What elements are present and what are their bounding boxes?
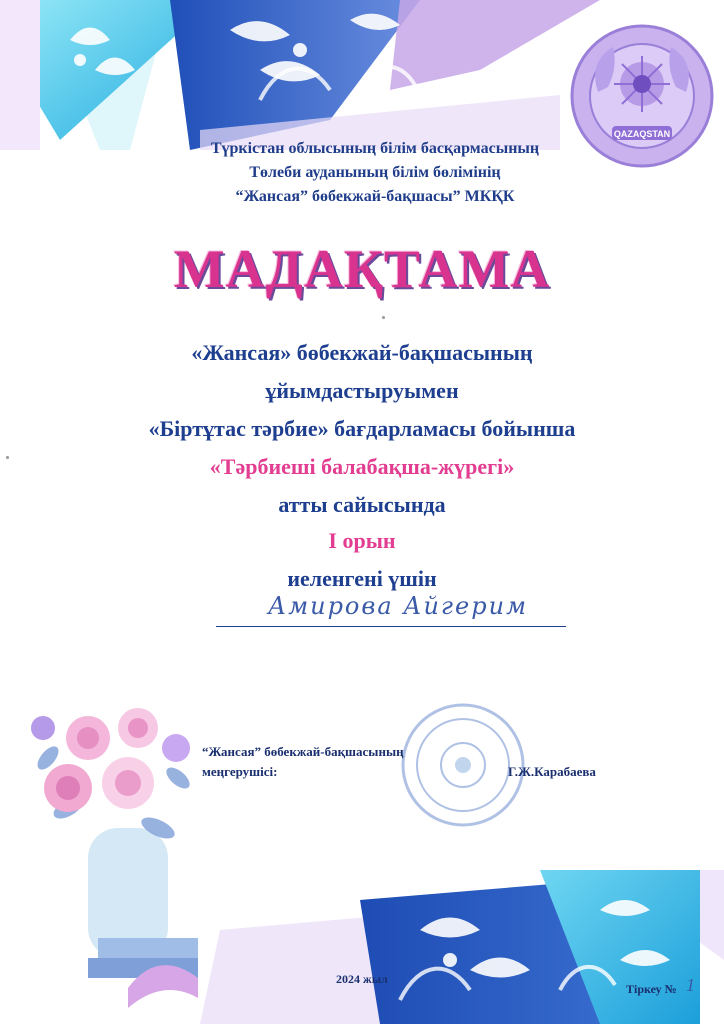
bottom-ornament	[0, 870, 724, 1024]
header-line-3: “Жансая” бөбекжай-бақшасы” МКҚК	[235, 188, 515, 205]
body-line-7: иеленгені үшін	[287, 566, 437, 591]
body-line-3: «Біртұтас тәрбие» бағдарламасы бойынша	[148, 416, 576, 441]
signature-org: “Жансая” бөбекжай-бақшасының	[202, 744, 404, 759]
body-line-5: атты сайысында	[278, 492, 446, 517]
recipient-name: Амирова Айгерим	[268, 592, 528, 620]
place-award: І орын	[328, 528, 396, 553]
body-line-1: «Жансая» бөбекжай-бақшасының	[191, 340, 533, 365]
register-number: 1	[686, 975, 695, 995]
certificate-title: МАДАҚТАМА	[173, 239, 551, 299]
year-label: 2024 жыл	[336, 972, 388, 986]
speck-dot	[6, 456, 9, 459]
signature-name: Г.Ж.Карабаева	[508, 764, 596, 779]
competition-name: «Тәрбиеші балабақша-жүрегі»	[209, 454, 515, 479]
recipient-underline	[216, 626, 566, 627]
header-line-2: Төлеби ауданының білім бөлімінің	[249, 164, 501, 181]
speck-dot	[382, 316, 385, 319]
register-label: Тіркеу №	[626, 982, 677, 996]
emblem-label: QAZAQSTAN	[613, 129, 671, 139]
signature-title: меңгерушісі:	[202, 764, 278, 779]
body-line-2: ұйымдастыруымен	[265, 378, 459, 403]
header-line-1: Түркістан облысының білім басқармасының	[210, 140, 540, 157]
